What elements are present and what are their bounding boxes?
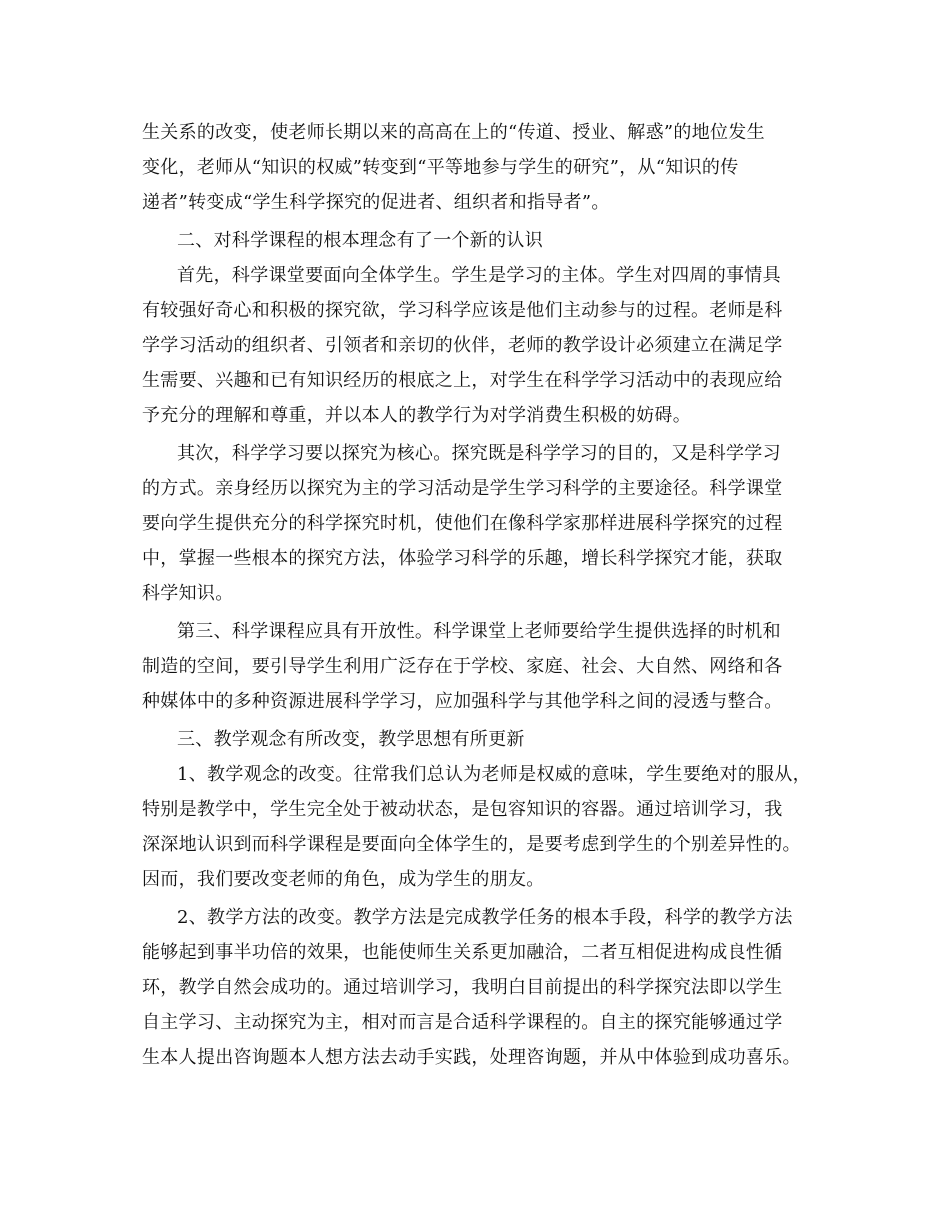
text-line: 学学习活动的组织者、引领者和亲切的伙伴，老师的教学设计必须建立在满足学 (142, 335, 783, 356)
text-line: 能够起到事半功倍的效果，也能使师生关系更加融洽，二者互相促进构成良性循 (142, 942, 783, 963)
text-line: 制造的空间，要引导学生利用广泛存在于学校、家庭、社会、大自然、网络和各 (142, 656, 783, 677)
text-line: 因而，我们要改变老师的角色，成为学生的朋友。 (142, 869, 545, 890)
section-heading: 三、教学观念有所改变，教学思想有所更新 (177, 729, 525, 750)
text-line: 递者”转变成“学生科学探究的促进者、组织者和指导者”。 (142, 192, 610, 213)
text-line: 特别是教学中，学生完全处于被动状态，是包容知识的容器。通过培训学习，我 (142, 799, 783, 820)
text-line: 变化，老师从“知识的权威”转变到“平等地参与学生的研究”，从“知识的传 (142, 157, 739, 178)
paragraph-first-line: 1、教学观念的改变。往常我们总认为老师是权威的意味，学生要绝对的服从， (177, 764, 811, 785)
text-line: 自主学习、主动探究为主，相对而言是合适科学课程的。自主的探究能够通过学 (142, 1012, 783, 1033)
text-line: 深深地认识到而科学课程是要面向全体学生的，是要考虑到学生的个别差异性的。 (142, 834, 801, 855)
text-line: 生本人提出咨询题本人想方法去动手实践，处理咨询题，并从中体验到成功喜乐。 (142, 1047, 801, 1068)
text-line: 的方式。亲身经历以探究为主的学习活动是学生学习科学的主要途径。科学课堂 (142, 478, 783, 499)
text-line: 有较强好奇心和积极的探究欲，学习科学应该是他们主动参与的过程。老师是科 (142, 300, 783, 321)
text-line: 生关系的改变，使老师长期以来的高高在上的“传道、授业、解惑”的地位发生 (142, 122, 765, 143)
text-line: 中，掌握一些根本的探究方法，体验学习科学的乐趣，增长科学探究才能，获取 (142, 548, 783, 569)
text-line: 生需要、兴趣和已有知识经历的根底之上，对学生在科学学习活动中的表现应给 (142, 370, 783, 391)
text-line: 环，教学自然会成功的。通过培训学习，我明白目前提出的科学探究法即以学生 (142, 977, 783, 998)
paragraph-first-line: 第三、科学课程应具有开放性。科学课堂上老师要给学生提供选择的时机和 (177, 621, 781, 642)
text-line: 科学知识。 (142, 583, 234, 604)
paragraph-first-line: 2、教学方法的改变。教学方法是完成教学任务的根本手段，科学的教学方法 (177, 907, 793, 928)
text-line: 要向学生提供充分的科学探究时机，使他们在像科学家那样进展科学探究的过程 (142, 513, 783, 534)
paragraph-first-line: 其次，科学学习要以探究为核心。探究既是科学学习的目的，又是科学学习 (177, 443, 781, 464)
text-line: 予充分的理解和尊重，并以本人的教学行为对学消费生积极的妨碍。 (142, 405, 691, 426)
section-heading: 二、对科学课程的根本理念有了一个新的认识 (177, 230, 543, 251)
text-line: 种媒体中的多种资源进展科学学习，应加强科学与其他学科之间的浸透与整合。 (142, 691, 783, 712)
paragraph-first-line: 首先，科学课堂要面向全体学生。学生是学习的主体。学生对四周的事情具 (177, 265, 781, 286)
